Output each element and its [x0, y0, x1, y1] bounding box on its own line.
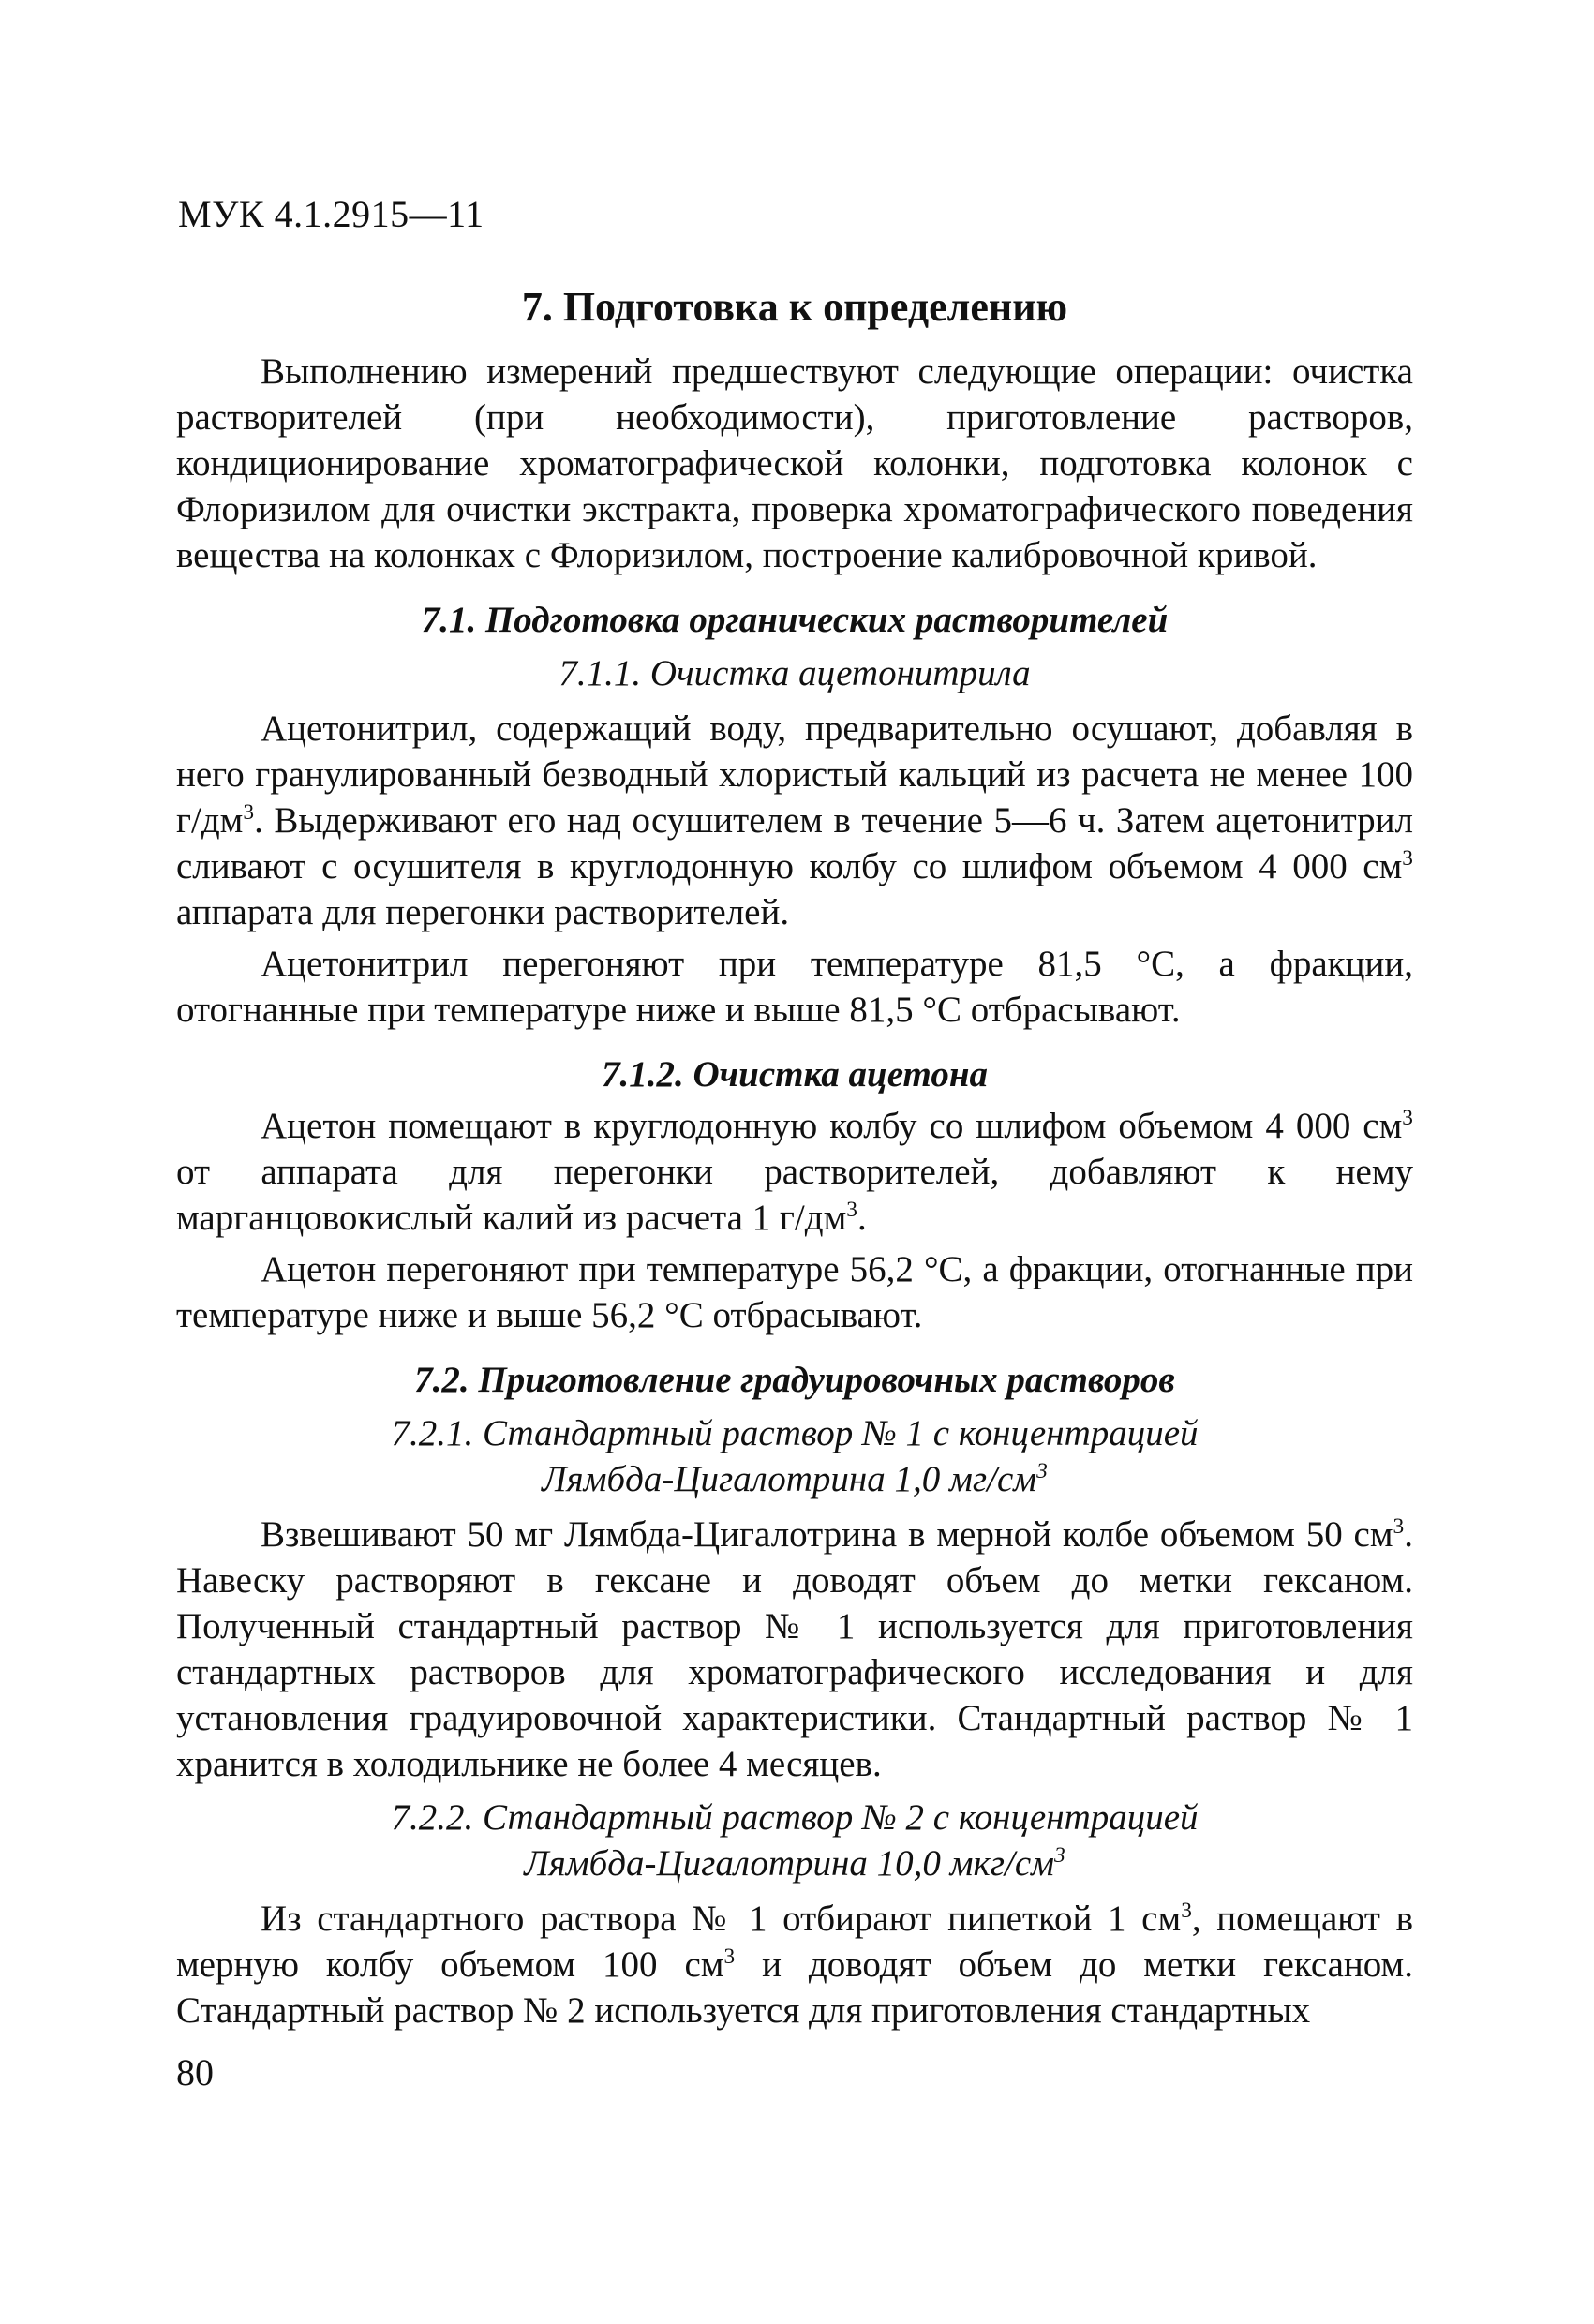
section-7-2-2-title	[176, 1795, 1413, 1886]
text-fragment: Взвешивают 50 мг Лямбда-Цигалотрина в мерной колбе объемом 50 см	[261, 1514, 1393, 1555]
section-7-title: 7. Подготовка к определению	[521, 284, 1068, 330]
section-7-1-1-paragraph-2: Ацетонитрил перегоняют при температуре 81,5 °С, а фракции, отогнанные при температуре ниже и выше 81,5 °С отбрасывают.	[176, 944, 1413, 1030]
section-7-1-2-paragraph-2: Ацетон перегоняют при температуре 56,2 °С, а фракции, отогнанные при температуре ниже и выше 56,2 °С отбрасывают.	[176, 1249, 1413, 1335]
text-fragment: Лямбда-Цигалотрина 10,0 мкг/см	[524, 1843, 1055, 1884]
section-7-2-1-paragraph	[176, 1512, 1413, 1787]
section-7-2-title: 7.2. Приготовление градуировочных растворов	[414, 1360, 1175, 1400]
text-fragment: от аппарата для перегонки растворителей, добавляют к нему марганцовокислый калий из расчета 1 г/дм	[176, 1152, 1413, 1238]
section-7-1-2-paragraph-1	[176, 1103, 1413, 1241]
text-fragment: , помещают в мерную колбу объемом 100 см	[176, 1899, 1413, 1985]
text-fragment: . Навеску растворяют в гексане и доводят объем до метки гексаном. Полученный стандартный раствор № 1 используется для приготовления стандартных растворов для хроматографического исследования и для установления градуировочной характеристики. Стандартный раствор № 1 хранится в холодильнике не более 4 месяцев.	[176, 1514, 1413, 1784]
text-fragment: и доводят объем до метки гексаном. Стандартный раствор № 2 используется для приготовления стандартных	[176, 1944, 1413, 2031]
section-7-2-2-title-line-1: 7.2.2. Стандартный раствор № 2 с концентрацией	[391, 1797, 1199, 1838]
text-fragment: .	[857, 1198, 867, 1238]
text-fragment: аппарата для перегонки растворителей.	[176, 892, 790, 932]
section-7-2-2-paragraph	[176, 1896, 1413, 2034]
superscript-3: 3	[1054, 1843, 1065, 1868]
superscript-3: 3	[723, 1944, 736, 1969]
section-7-intro-paragraph: Выполнению измерений предшествуют следующие операции: очистка растворителей (при необходимости), приготовление растворов, кондиционирование хроматографической колонки, подготовка колонок с Флоризилом для очистки экстракта, проверка хроматографического поведения вещества на колонках с Флоризилом, построение калибровочной кривой.	[176, 351, 1413, 575]
section-7-2-1-title-line-1: 7.2.1. Стандартный раствор № 1 с концентрацией	[391, 1413, 1199, 1453]
text-fragment: . Выдерживают его над осушителем в течение 5—6 ч. Затем ацетонитрил сливают с осушителя в круглодонную колбу со шлифом объемом 4 000 см	[176, 800, 1413, 886]
text-fragment: Лямбда-Цигалотрина 1,0 мг/см	[542, 1459, 1037, 1499]
superscript-3: 3	[1036, 1459, 1048, 1483]
superscript-3: 3	[1181, 1899, 1192, 1923]
superscript-3: 3	[1402, 846, 1413, 871]
section-7-1-1-paragraph-1	[176, 706, 1413, 935]
document-code-header: МУК 4.1.2915—11	[178, 193, 484, 235]
page-number: 80	[176, 2051, 214, 2093]
superscript-3: 3	[846, 1198, 857, 1222]
section-7-1-title: 7.1. Подготовка органических растворителей	[421, 600, 1169, 640]
page-content	[176, 281, 1413, 2034]
text-fragment: Ацетонитрил, содержащий воду, предварительно осушают, добавляя в него гранулированный безводный хлористый кальций из расчета не менее 100 г/дм	[176, 708, 1413, 841]
superscript-3: 3	[1402, 1106, 1413, 1130]
section-7-1-1-title: 7.1.1. Очистка ацетонитрила	[559, 653, 1031, 693]
text-fragment: Ацетон помещают в круглодонную колбу со шлифом объемом 4 000 см	[261, 1106, 1403, 1146]
section-7-2-1-title	[176, 1410, 1413, 1502]
section-7-2-2-title-line-2	[176, 1840, 1413, 1886]
superscript-3: 3	[1393, 1514, 1405, 1539]
section-7-2-1-title-line-2	[176, 1456, 1413, 1502]
superscript-3: 3	[243, 800, 255, 825]
text-fragment: Из стандартного раствора № 1 отбирают пипеткой 1 см	[261, 1899, 1182, 1939]
section-7-1-2-title: 7.1.2. Очистка ацетона	[602, 1054, 988, 1095]
